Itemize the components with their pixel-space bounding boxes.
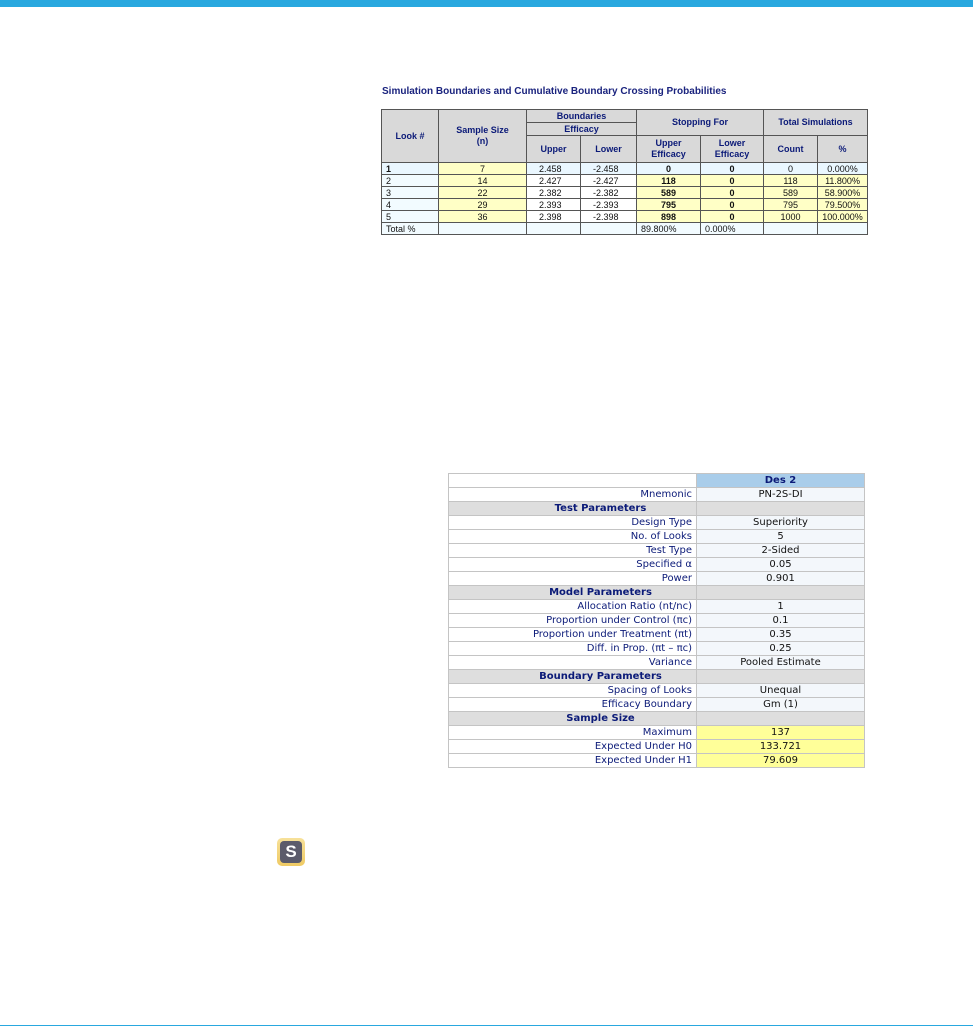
design-row — [449, 642, 865, 656]
table-row — [382, 163, 868, 175]
cell-stop-upper: 118 — [637, 175, 701, 187]
variance-value: Pooled Estimate — [697, 656, 865, 670]
section-row — [449, 670, 865, 684]
cell-upper: 2.382 — [527, 187, 581, 199]
header-upper: Upper — [527, 136, 581, 163]
expected-h1-label: Expected Under H1 — [449, 754, 697, 768]
design-row — [449, 684, 865, 698]
section-row — [449, 502, 865, 516]
header-count: Count — [764, 136, 818, 163]
design-row — [449, 740, 865, 754]
looks-label: No. of Looks — [449, 530, 697, 544]
header-sample-size: Sample Size (n) — [439, 110, 527, 163]
power-value: 0.901 — [697, 572, 865, 586]
total-row — [382, 223, 868, 235]
variance-label: Variance — [449, 656, 697, 670]
cell-stop-lower: 0 — [701, 187, 764, 199]
power-label: Power — [449, 572, 697, 586]
table-row — [382, 211, 868, 223]
expected-h0-label: Expected Under H0 — [449, 740, 697, 754]
table-row — [382, 187, 868, 199]
cell-stop-lower: 0 — [701, 211, 764, 223]
s-icon-letter: S — [280, 841, 302, 863]
cell-lower: -2.398 — [581, 211, 637, 223]
alpha-value: 0.05 — [697, 558, 865, 572]
cell-upper: 2.427 — [527, 175, 581, 187]
header-boundaries: Boundaries — [527, 110, 637, 123]
cell-percent: 58.900% — [818, 187, 868, 199]
design-row — [449, 558, 865, 572]
design-row — [449, 754, 865, 768]
design-row — [449, 726, 865, 740]
design-row — [449, 572, 865, 586]
cell-percent: 79.500% — [818, 199, 868, 211]
cell-total-stop-lower: 0.000% — [701, 223, 764, 235]
cell-empty — [818, 223, 868, 235]
cell-look: 5 — [382, 211, 439, 223]
prop-control-label: Proportion under Control (πc) — [449, 614, 697, 628]
cell-look: 3 — [382, 187, 439, 199]
cell-stop-upper: 589 — [637, 187, 701, 199]
design-row — [449, 544, 865, 558]
cell-lower: -2.427 — [581, 175, 637, 187]
boundary-parameters-heading: Boundary Parameters — [449, 670, 697, 684]
cell-lower: -2.458 — [581, 163, 637, 175]
cell-upper: 2.393 — [527, 199, 581, 211]
bottom-divider — [0, 1025, 973, 1026]
cell-percent: 11.800% — [818, 175, 868, 187]
cell-empty — [764, 223, 818, 235]
mnemonic-label: Mnemonic — [449, 488, 697, 502]
design-type-label: Design Type — [449, 516, 697, 530]
cell-stop-upper: 795 — [637, 199, 701, 211]
spacing-value: Unequal — [697, 684, 865, 698]
cell-count: 1000 — [764, 211, 818, 223]
design-header-row — [449, 474, 865, 488]
test-type-label: Test Type — [449, 544, 697, 558]
cell-total-stop-upper: 89.800% — [637, 223, 701, 235]
cell-sample-size: 7 — [439, 163, 527, 175]
design-row — [449, 614, 865, 628]
test-type-value: 2-Sided — [697, 544, 865, 558]
allocation-label: Allocation Ratio (nt/nc) — [449, 600, 697, 614]
table-row — [382, 175, 868, 187]
section-blank — [697, 502, 865, 516]
diff-prop-value: 0.25 — [697, 642, 865, 656]
cell-lower: -2.393 — [581, 199, 637, 211]
design-summary-table — [448, 473, 865, 768]
cell-count: 0 — [764, 163, 818, 175]
cell-stop-lower: 0 — [701, 163, 764, 175]
design-row — [449, 516, 865, 530]
section-blank — [697, 670, 865, 684]
design-row — [449, 530, 865, 544]
cell-stop-upper: 898 — [637, 211, 701, 223]
cell-sample-size: 22 — [439, 187, 527, 199]
header-lower-efficacy: Lower Efficacy — [701, 136, 764, 163]
design-row — [449, 600, 865, 614]
cell-count: 118 — [764, 175, 818, 187]
header-upper-efficacy: Upper Efficacy — [637, 136, 701, 163]
cell-look: 2 — [382, 175, 439, 187]
header-efficacy: Efficacy — [527, 123, 637, 136]
cell-count: 589 — [764, 187, 818, 199]
expected-h0-value: 133.721 — [697, 740, 865, 754]
model-parameters-heading: Model Parameters — [449, 586, 697, 600]
cell-percent: 100.000% — [818, 211, 868, 223]
header-stopping-for: Stopping For — [637, 110, 764, 136]
prop-control-value: 0.1 — [697, 614, 865, 628]
design-header-blank — [449, 474, 697, 488]
cell-empty — [439, 223, 527, 235]
simulation-boundaries-table — [381, 109, 868, 235]
section-row — [449, 712, 865, 726]
design-row — [449, 656, 865, 670]
maximum-value: 137 — [697, 726, 865, 740]
cell-sample-size: 36 — [439, 211, 527, 223]
sample-size-heading: Sample Size — [449, 712, 697, 726]
cell-stop-lower: 0 — [701, 175, 764, 187]
header-percent: % — [818, 136, 868, 163]
cell-upper: 2.458 — [527, 163, 581, 175]
cell-empty — [581, 223, 637, 235]
cell-sample-size: 14 — [439, 175, 527, 187]
diff-prop-label: Diff. in Prop. (πt – πc) — [449, 642, 697, 656]
header-total-simulations: Total Simulations — [764, 110, 868, 136]
top-accent-bar — [0, 0, 973, 7]
cell-look: 1 — [382, 163, 439, 175]
cell-lower: -2.382 — [581, 187, 637, 199]
allocation-value: 1 — [697, 600, 865, 614]
cell-stop-lower: 0 — [701, 199, 764, 211]
design-row — [449, 628, 865, 642]
cell-look: 4 — [382, 199, 439, 211]
cell-total-label: Total % — [382, 223, 439, 235]
design-row — [449, 488, 865, 502]
cell-count: 795 — [764, 199, 818, 211]
section-row — [449, 586, 865, 600]
design-type-value: Superiority — [697, 516, 865, 530]
looks-value: 5 — [697, 530, 865, 544]
spacing-label: Spacing of Looks — [449, 684, 697, 698]
section-blank — [697, 586, 865, 600]
header-lower: Lower — [581, 136, 637, 163]
efficacy-boundary-value: Gm (1) — [697, 698, 865, 712]
maximum-label: Maximum — [449, 726, 697, 740]
test-parameters-heading: Test Parameters — [449, 502, 697, 516]
cell-sample-size: 29 — [439, 199, 527, 211]
section-blank — [697, 712, 865, 726]
design-column-header: Des 2 — [697, 474, 865, 488]
cell-empty — [527, 223, 581, 235]
design-row — [449, 698, 865, 712]
alpha-label: Specified α — [449, 558, 697, 572]
cell-upper: 2.398 — [527, 211, 581, 223]
simulation-table-title: Simulation Boundaries and Cumulative Boundary Crossing Probabilities — [382, 86, 727, 97]
mnemonic-value: PN-2S-DI — [697, 488, 865, 502]
cell-stop-upper: 0 — [637, 163, 701, 175]
prop-treatment-value: 0.35 — [697, 628, 865, 642]
table-row — [382, 199, 868, 211]
cell-percent: 0.000% — [818, 163, 868, 175]
efficacy-boundary-label: Efficacy Boundary — [449, 698, 697, 712]
prop-treatment-label: Proportion under Treatment (πt) — [449, 628, 697, 642]
header-look: Look # — [382, 110, 439, 163]
s-app-icon[interactable] — [277, 838, 305, 866]
expected-h1-value: 79.609 — [697, 754, 865, 768]
